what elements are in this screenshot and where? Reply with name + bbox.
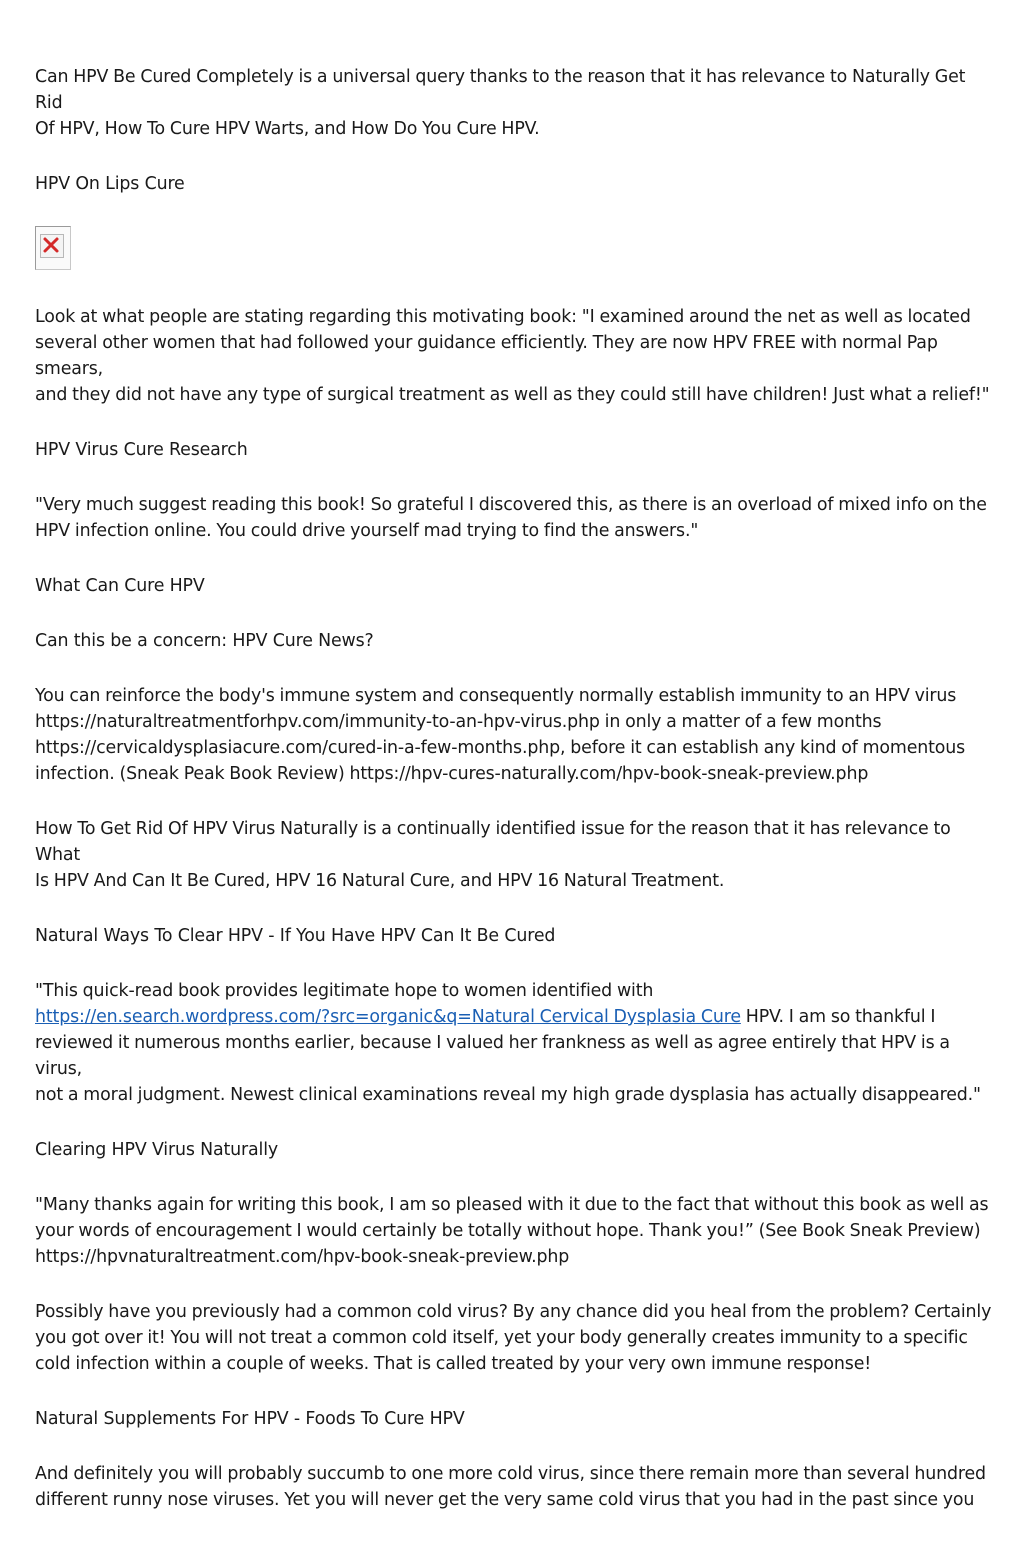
immune-system-paragraph: You can reinforce the body's immune system and consequently normally establish immunity to an HPV virus https://naturaltreatmentforhpv.com/immunity-to-an-hpv-virus.php in only a matter of a few months https://cervicaldysplasiacure.com/cured-in-a-few-months.php, before it can establish any kind of momentous infection. (Sneak Peak Book Review) https://hpv-cures-naturally.com/hpv-book-sneak-preview.php <box>35 686 966 784</box>
testimonial-paragraph-1: Look at what people are stating regarding this motivating book: "I examined around the net as well as located several other women that had followed your guidance efficiently. They are now HPV FREE with normal Pap smears, and they did not have any type of surgical treatment as well as they could still have children! Just what a relief!" <box>35 307 990 405</box>
section-heading-supplements: Natural Supplements For HPV - Foods To Cure HPV <box>35 1409 465 1429</box>
section-heading-lips-cure: HPV On Lips Cure <box>35 174 185 194</box>
section-heading-cure-news: Can this be a concern: HPV Cure News? <box>35 631 374 651</box>
section-heading-natural-ways: Natural Ways To Clear HPV - If You Have HPV Can It Be Cured <box>35 926 556 946</box>
intro-paragraph: Can HPV Be Cured Completely is a universal query thanks to the reason that it has relevance to Naturally Get Rid Of HPV, How To Cure HPV Warts, and How Do You Cure HPV. <box>35 67 966 139</box>
testimonial-paragraph-2: "Very much suggest reading this book! So grateful I discovered this, as there is an overload of mixed info on the HPV infection online. You could drive yourself mad trying to find the answers." <box>35 495 987 541</box>
cold-virus-paragraph: And definitely you will probably succumb to one more cold virus, since there remain more than several hundred different runny nose viruses. Yet you will never get the very same cold virus that you had in the past since you <box>35 1464 986 1510</box>
broken-image-icon <box>35 226 71 270</box>
common-cold-paragraph: Possibly have you previously had a common cold virus? By any chance did you heal from the problem? Certainly you got over it! You will not treat a common cold itself, yet your body generally creates immunity to a specific cold infection within a couple of weeks. That is called treated by your very own immune response! <box>35 1302 992 1374</box>
document-page <box>35 64 995 1542</box>
section-heading-clearing-virus: Clearing HPV Virus Naturally <box>35 1140 279 1160</box>
get-rid-paragraph: How To Get Rid Of HPV Virus Naturally is a continually identified issue for the reason that it has relevance to What Is HPV And Can It Be Cured, HPV 16 Natural Cure, and HPV 16 Natural Treatment. <box>35 819 951 891</box>
cervical-dysplasia-link[interactable]: https://en.search.wordpress.com/?src=organic&q=Natural Cervical Dysplasia Cure <box>35 1007 741 1027</box>
section-heading-what-can-cure: What Can Cure HPV <box>35 576 205 596</box>
testimonial-paragraph-4: "Many thanks again for writing this book, I am so pleased with it due to the fact that without this book as well as your words of encouragement I would certainly be totally without hope. Thank you!” (See Book Sneak Preview) https://hpvnaturaltreatment.com/hpv-book-sneak-preview.php <box>35 1195 989 1267</box>
testimonial-paragraph-3: "This quick-read book provides legitimate hope to women identified with https://en.search.wordpress.com/?src=organic&q=Natural Cervical Dysplasia Cure HPV. I am so thankful I reviewed it numerous months earlier, because I valued her frankness as well as agree entirely that HPV is a virus, not a moral judgment. Newest clinical examinations reveal my high grade dysplasia has actually disappeared." <box>35 981 981 1105</box>
section-heading-virus-research: HPV Virus Cure Research <box>35 440 248 460</box>
